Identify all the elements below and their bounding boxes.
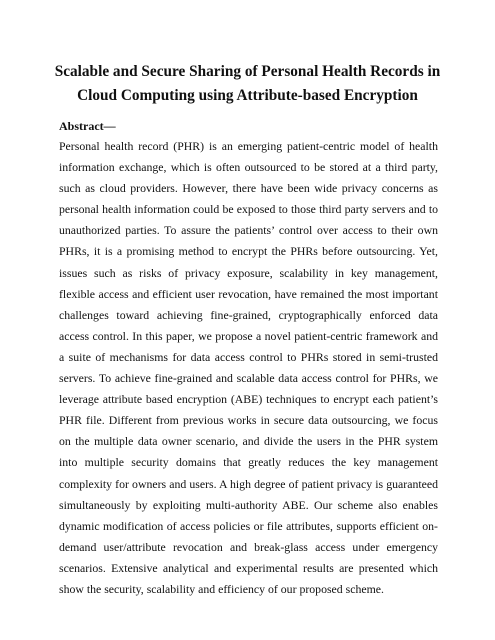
paper-title-line-2: Cloud Computing using Attribute-based Encryption — [77, 87, 418, 104]
paper-title-line-1: Scalable and Secure Sharing of Personal Health Records in — [54, 63, 441, 80]
abstract-body: Personal health record (PHR) is an emerging patient-centric model of health information exchange, which is often outsourced to be stored at a third party, such as cloud providers. However, there have been wide privacy concerns as personal health information could be exposed to those third party servers and to unauthorized parties. To assure the patients’ control over access to their own PHRs, it is a promising method to encrypt the PHRs before outsourcing. Yet, issues such as risks of privacy exposure, scalability in key management, flexible access and efficient user revocation, have remained the most important challenges toward achieving fine-grained, cryptographically enforced data access control. In this paper, we propose a novel patient-centric framework and a suite of mechanisms for data access control to PHRs stored in semi-trusted servers. To achieve fine-grained and scalable data access control for PHRs, we leverage attribute based encryption (ABE) techniques to encrypt each patient’s PHR file. Different from previous works in secure data outsourcing, we focus on the multiple data owner scenario, and divide the users in the PHR system into multiple security domains that greatly reduces the key management complexity for owners and users. A high degree of patient privacy is guaranteed simultaneously by exploiting multi-authority ABE. Our scheme also enables dynamic modification of access policies or file attributes, supports efficient on-demand user/attribute revocation and break-glass access under emergency scenarios. Extensive analytical and experimental results are presented which show the security, scalability and efficiency of our proposed scheme. — [59, 139, 438, 596]
paper-title — [40, 60, 455, 108]
abstract-heading: Abstract— — [59, 119, 116, 133]
